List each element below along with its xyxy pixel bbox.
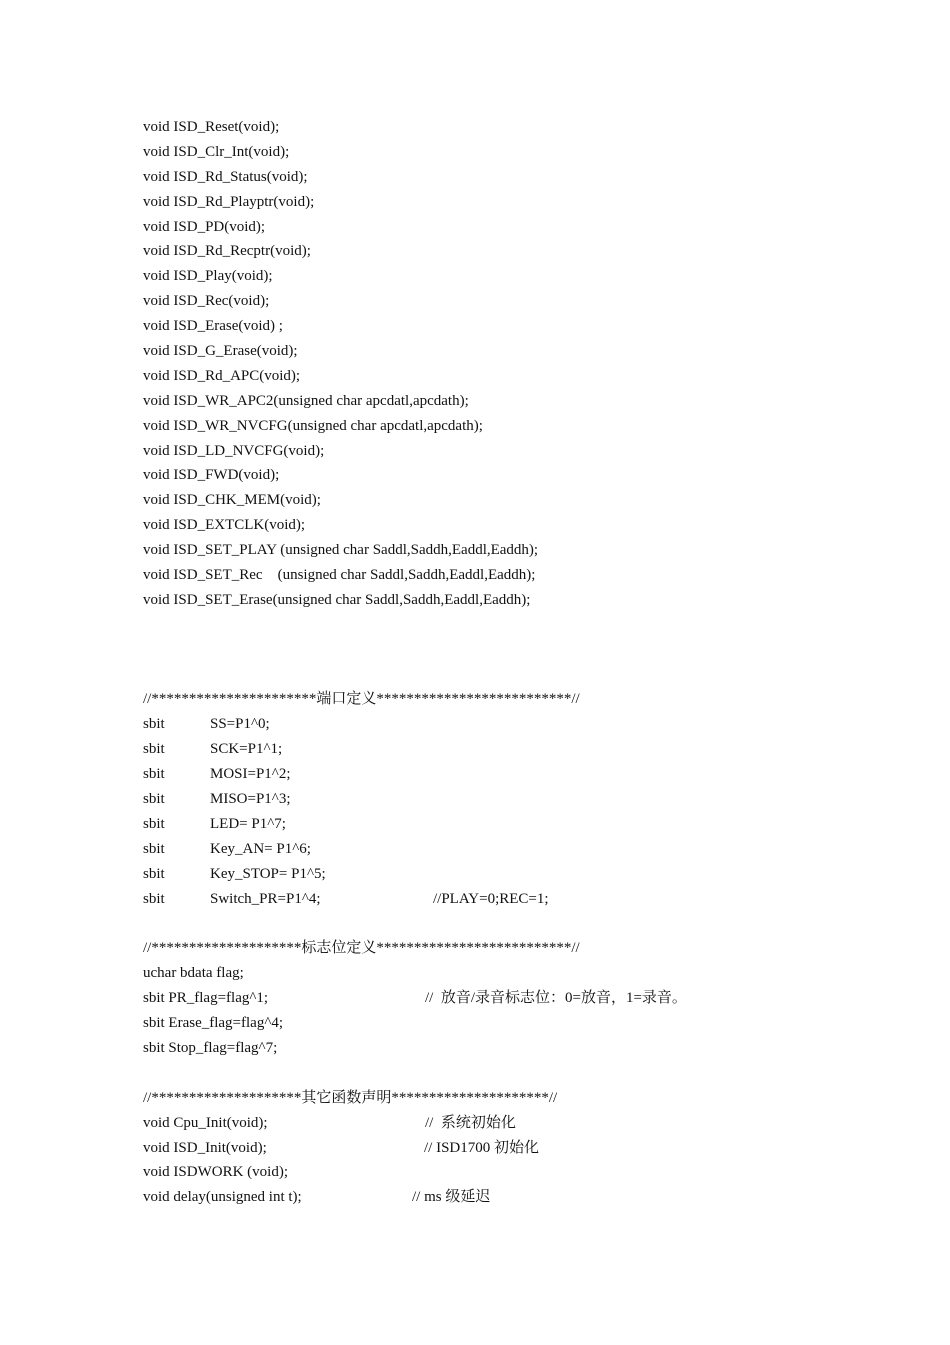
sbit-keyword: sbit — [143, 815, 165, 832]
code-text: void ISD_Init(void); — [143, 1139, 267, 1156]
inline-comment: // ISD1700 初始化 — [424, 1139, 540, 1156]
sbit-declaration: SCK=P1^1; — [210, 741, 283, 758]
sbit-keyword: sbit — [143, 716, 165, 733]
blank-line — [143, 638, 923, 663]
blank-line — [143, 613, 923, 638]
inline-comment: // ms 级延迟 — [412, 1189, 491, 1206]
sbit-line — [143, 712, 923, 737]
code-line — [143, 1160, 923, 1185]
inline-comment: // 系统初始化 — [425, 1114, 516, 1131]
code-line: void ISD_G_Erase(void); — [143, 343, 298, 360]
code-line: void ISD_WR_APC2(unsigned char apcdatl,apcdath); — [143, 392, 469, 409]
code-line: void ISD_Reset(void); — [143, 119, 280, 135]
code-text: sbit Stop_flag=flag^7; — [143, 1039, 278, 1056]
sbit-line — [143, 737, 923, 762]
port-definition-block — [143, 687, 923, 911]
sbit-line — [143, 787, 923, 812]
code-line: void ISD_FWD(void); — [143, 467, 280, 484]
code-line: void ISD_SET_Rec (unsigned char Saddl,Saddh,Eaddl,Eaddh); — [143, 567, 536, 584]
code-line: void ISD_PD(void); — [143, 218, 266, 235]
blank-line — [143, 663, 923, 688]
sbit-declaration: Key_AN= P1^6; — [210, 840, 311, 857]
code-line: void ISD_Play(void); — [143, 268, 273, 285]
code-line: void ISD_Erase(void) ; — [143, 318, 283, 335]
sbit-declaration: MOSI=P1^2; — [210, 766, 291, 783]
code-line — [143, 1011, 923, 1036]
code-line: void ISD_SET_PLAY (unsigned char Saddl,Saddh,Eaddl,Eaddh); — [143, 542, 539, 559]
sbit-line — [143, 887, 923, 912]
other-declarations-block — [143, 1086, 923, 1210]
code-line — [143, 1111, 923, 1136]
inline-comment: //PLAY=0;REC=1; — [433, 890, 549, 907]
code-line: void ISD_LD_NVCFG(void); — [143, 442, 325, 459]
sbit-line — [143, 762, 923, 787]
sbit-line — [143, 837, 923, 862]
sbit-keyword: sbit — [143, 890, 165, 907]
sbit-declaration: LED= P1^7; — [210, 815, 286, 832]
code-line: void ISD_CHK_MEM(void); — [143, 492, 321, 509]
prototype-block — [143, 115, 923, 613]
sbit-keyword: sbit — [143, 741, 165, 758]
code-line — [143, 1036, 923, 1061]
code-line: void ISD_Clr_Int(void); — [143, 143, 290, 160]
sbit-declaration: Switch_PR=P1^4; — [210, 890, 321, 907]
code-line: void ISD_Rd_Status(void); — [143, 168, 308, 185]
sbit-keyword: sbit — [143, 840, 165, 857]
code-line: void ISD_Rec(void); — [143, 293, 270, 310]
sbit-declaration: Key_STOP= P1^5; — [210, 865, 326, 882]
code-line: void ISD_Rd_Playptr(void); — [143, 193, 315, 210]
code-text: void ISDWORK (void); — [143, 1164, 288, 1181]
code-text: sbit PR_flag=flag^1; — [143, 990, 269, 1007]
code-line: void ISD_Rd_APC(void); — [143, 367, 301, 384]
code-line: void ISD_EXTCLK(void); — [143, 517, 306, 534]
sbit-declaration: MISO=P1^3; — [210, 791, 291, 808]
blank-line — [143, 1061, 923, 1086]
code-line: void ISD_WR_NVCFG(unsigned char apcdatl,apcdath); — [143, 417, 483, 434]
code-text: uchar bdata flag; — [143, 965, 244, 982]
section-header-comment: //********************其它函数声明*********************// — [143, 1089, 558, 1106]
code-line — [143, 1185, 923, 1210]
code-line: void ISD_SET_Erase(unsigned char Saddl,Saddh,Eaddl,Eaddh); — [143, 591, 531, 608]
flag-definition-block — [143, 936, 923, 1060]
code-line — [143, 961, 923, 986]
inline-comment: // 放音/录音标志位：0=放音，1=录音。 — [425, 990, 687, 1007]
sbit-keyword: sbit — [143, 791, 165, 808]
sbit-line — [143, 812, 923, 837]
code-line: void ISD_Rd_Recptr(void); — [143, 243, 311, 260]
sbit-keyword: sbit — [143, 865, 165, 882]
code-line — [143, 986, 923, 1011]
section-header-comment: //********************标志位定义**************************// — [143, 940, 580, 957]
sbit-declaration: SS=P1^0; — [210, 716, 270, 733]
sbit-line — [143, 862, 923, 887]
section-header-comment: //**********************端口定义**************************// — [143, 691, 580, 708]
blank-line — [143, 912, 923, 937]
code-text: void Cpu_Init(void); — [143, 1114, 268, 1131]
code-line — [143, 1136, 923, 1161]
code-document — [143, 115, 923, 1210]
code-text: void delay(unsigned int t); — [143, 1189, 302, 1206]
code-text: sbit Erase_flag=flag^4; — [143, 1015, 284, 1032]
sbit-keyword: sbit — [143, 766, 165, 783]
